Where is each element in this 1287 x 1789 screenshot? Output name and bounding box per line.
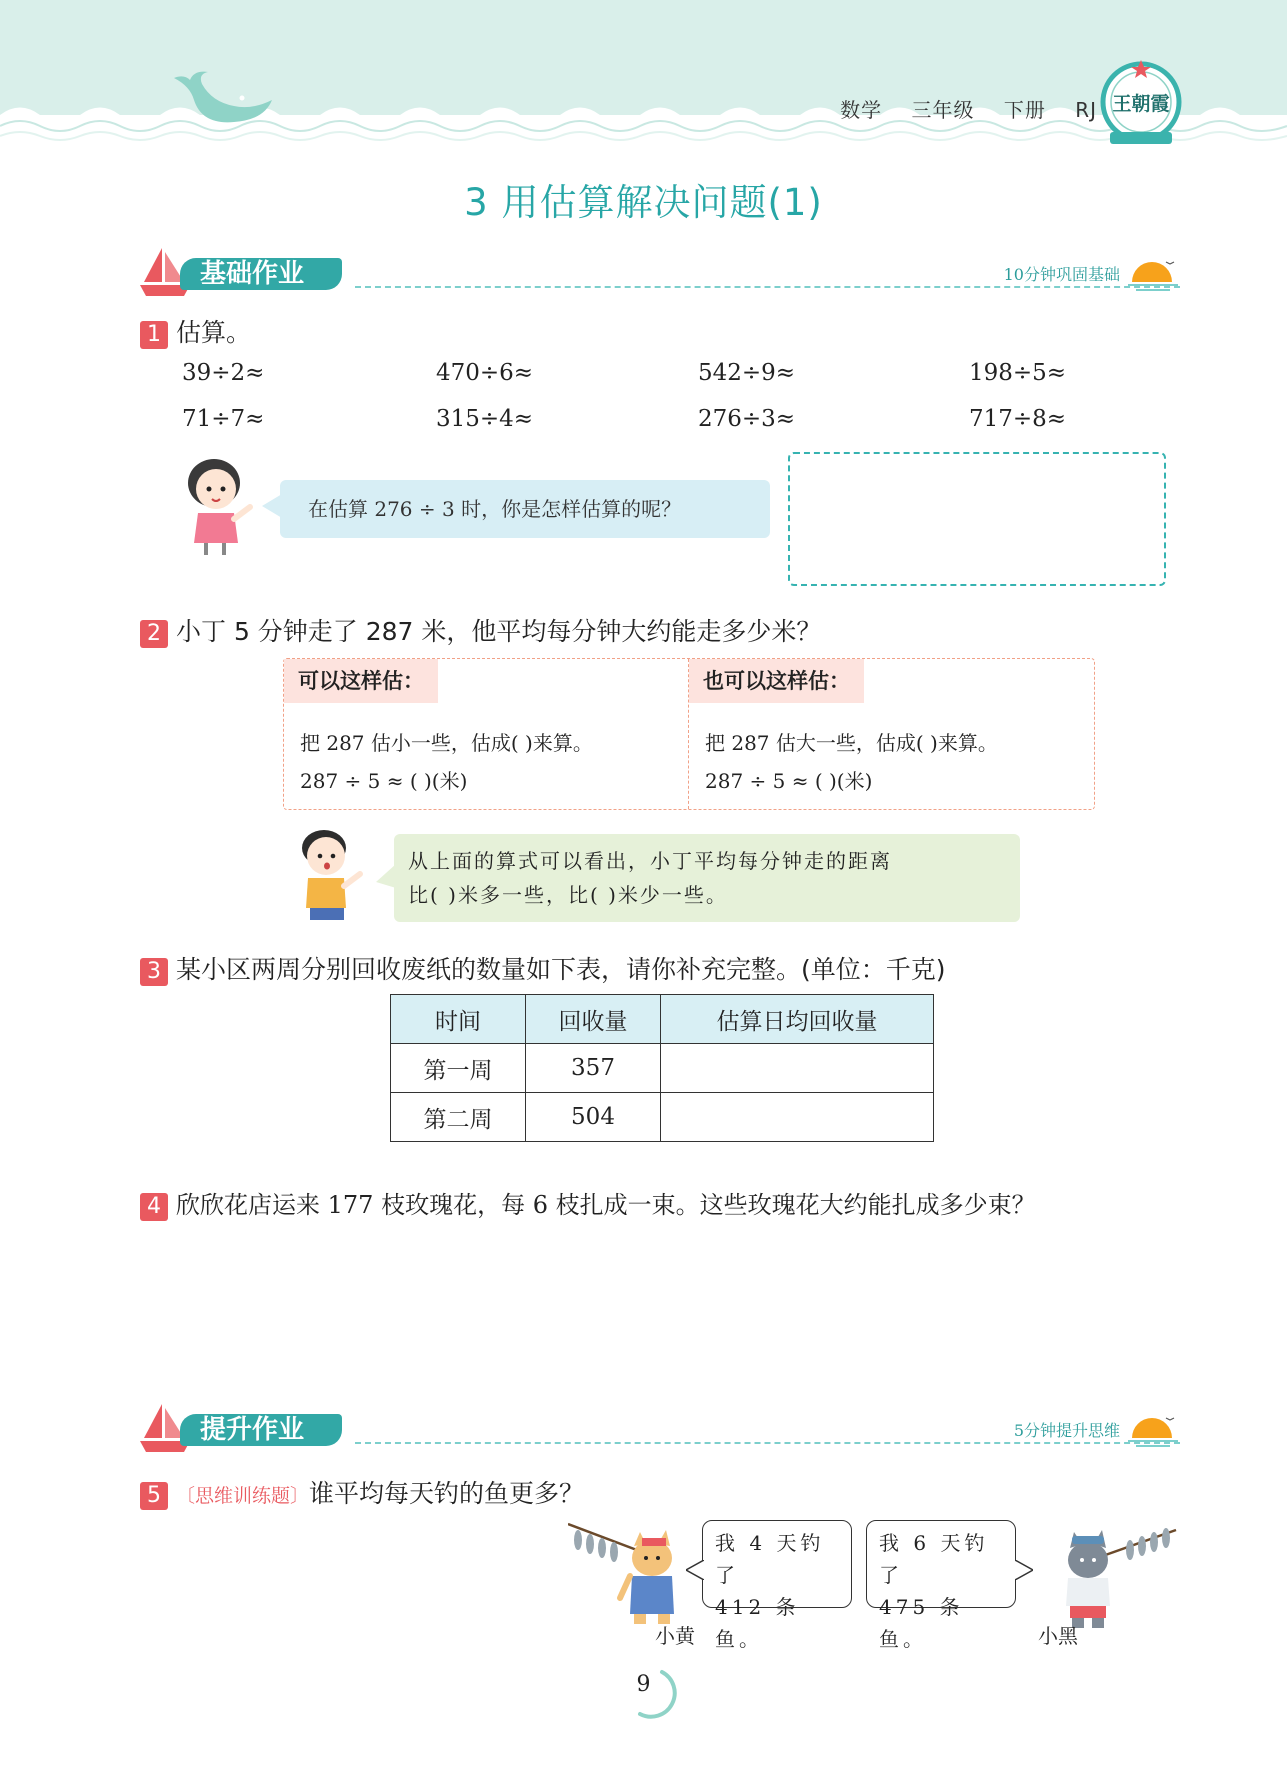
question-text: 谁平均每天钓的鱼更多？ (309, 1479, 585, 1508)
girl-speech-bubble (280, 480, 770, 538)
question-text: 估算。 (176, 318, 252, 347)
speech-line: 我 4 天钓了 (715, 1531, 825, 1587)
table-cell: 357 (526, 1044, 661, 1093)
header-grade: 三年级 (911, 98, 975, 122)
speech-bubble-tail (686, 1560, 704, 1580)
estimation-method-heading: 可以这样估： (284, 659, 438, 703)
section-label-basic: 基础作业 (180, 258, 342, 290)
girl-illustration (178, 453, 254, 557)
q1-expression: 39÷2≈ (182, 360, 265, 386)
estimation-methods-box (283, 658, 1095, 810)
section-divider (355, 1442, 1180, 1444)
estimation-method-right (689, 659, 1093, 809)
boy-speech-line: 从上面的算式可以看出，小丁平均每分钟走的距离 (408, 849, 892, 873)
speech-line: 475 条鱼。 (879, 1595, 964, 1651)
q1-expression: 71÷7≈ (182, 406, 265, 432)
table-cell: 第一周 (391, 1044, 526, 1093)
page-number: 9 (636, 1672, 651, 1697)
yellow-cat-name: 小黄 (655, 1624, 695, 1648)
question-number: 1 (140, 321, 168, 349)
sunset-icon (1126, 258, 1180, 294)
section-label-advanced: 提升作业 (180, 1414, 342, 1446)
table-answer-cell[interactable] (661, 1093, 934, 1142)
header-volume: 下册 (1003, 98, 1046, 122)
section-note-advanced: 5分钟提升思维 (1013, 1421, 1120, 1440)
estimation-line: 把 287 估大一些，估成( )来算。 (705, 731, 998, 755)
q1-expression: 198÷5≈ (969, 360, 1067, 386)
waste-paper-table (390, 994, 934, 1142)
q1-expression: 315÷4≈ (436, 406, 534, 432)
table-header-cell: 回收量 (526, 995, 661, 1044)
q1-expression: 470÷6≈ (436, 360, 534, 386)
boy-speech-bubble (394, 834, 1020, 922)
answer-box[interactable] (788, 452, 1166, 586)
lesson-title: 3 用估算解决问题(1) (464, 181, 823, 224)
yellow-cat-fishing-illustration (568, 1518, 688, 1630)
section-divider (355, 286, 1180, 288)
estimation-line: 287 ÷ 5 ≈ ( )(米) (300, 769, 468, 793)
question-4 (140, 1185, 1036, 1223)
speech-bubble-tail (376, 864, 396, 888)
q1-expression: 542÷9≈ (698, 360, 796, 386)
speech-bubble-tail (1015, 1560, 1033, 1580)
q1-expression: 276÷3≈ (698, 406, 796, 432)
estimation-method-heading: 也可以这样估： (689, 659, 864, 703)
estimation-line: 把 287 估小一些，估成( )来算。 (300, 731, 593, 755)
question-number: 3 (140, 958, 168, 986)
header-subject: 数学 (840, 98, 883, 122)
section-banner-basic (140, 246, 1180, 302)
question-tag: 〔思维训练题〕 (176, 1485, 310, 1507)
black-cat-name: 小黑 (1038, 1624, 1078, 1648)
estimation-method-left (284, 659, 689, 809)
question-number: 5 (140, 1482, 168, 1510)
boy-speech-line: 比( )米多一些，比( )米少一些。 (408, 883, 728, 907)
table-header-row (391, 995, 934, 1044)
table-cell: 第二周 (391, 1093, 526, 1142)
question-text: 小丁 5 分钟走了 287 米，他平均每分钟大约能走多少米？ (176, 617, 822, 646)
question-number: 4 (140, 1193, 168, 1221)
section-note-basic: 10分钟巩固基础 (1003, 265, 1120, 284)
question-text: 某小区两周分别回收废纸的数量如下表，请你补充完整。(单位：千克) (176, 955, 946, 984)
header-book-info (818, 94, 1097, 123)
table-header-cell: 时间 (391, 995, 526, 1044)
estimation-line: 287 ÷ 5 ≈ ( )(米) (705, 769, 873, 793)
speech-line: 我 6 天钓了 (879, 1531, 989, 1587)
question-1 (140, 313, 251, 351)
section-banner-advanced (140, 1402, 1180, 1458)
table-cell: 504 (526, 1093, 661, 1142)
whale-icon (172, 70, 277, 130)
table-answer-cell[interactable] (661, 1044, 934, 1093)
sunset-icon (1126, 1414, 1180, 1450)
question-5 (140, 1474, 584, 1512)
black-cat-speech-bubble (866, 1520, 1016, 1651)
table-header-cell: 估算日均回收量 (661, 995, 934, 1044)
q4-answer-area[interactable] (182, 1232, 1162, 1382)
table-row (391, 1044, 934, 1093)
brand-logo (1100, 58, 1182, 150)
question-number: 2 (140, 620, 168, 648)
black-cat-fishing-illustration (1040, 1520, 1180, 1630)
boy-illustration (290, 824, 364, 924)
brand-logo-text: 王朝霞 (1112, 93, 1170, 115)
header-edition: RJ (1075, 98, 1097, 122)
question-2 (140, 612, 821, 650)
q1-expression-grid (182, 360, 1142, 452)
table-row (391, 1093, 934, 1142)
q1-expression: 717÷8≈ (969, 406, 1067, 432)
yellow-cat-speech-bubble (702, 1520, 852, 1651)
girl-question-text: 在估算 276 ÷ 3 时，你是怎样估算的呢？ (308, 497, 682, 521)
speech-bubble-tail (262, 494, 282, 518)
question-text: 欣欣花店运来 177 枝玫瑰花，每 6 枝扎成一束。这些玫瑰花大约能扎成多少束？ (176, 1191, 1036, 1219)
question-3 (140, 950, 946, 988)
speech-line: 412 条鱼。 (715, 1595, 800, 1651)
